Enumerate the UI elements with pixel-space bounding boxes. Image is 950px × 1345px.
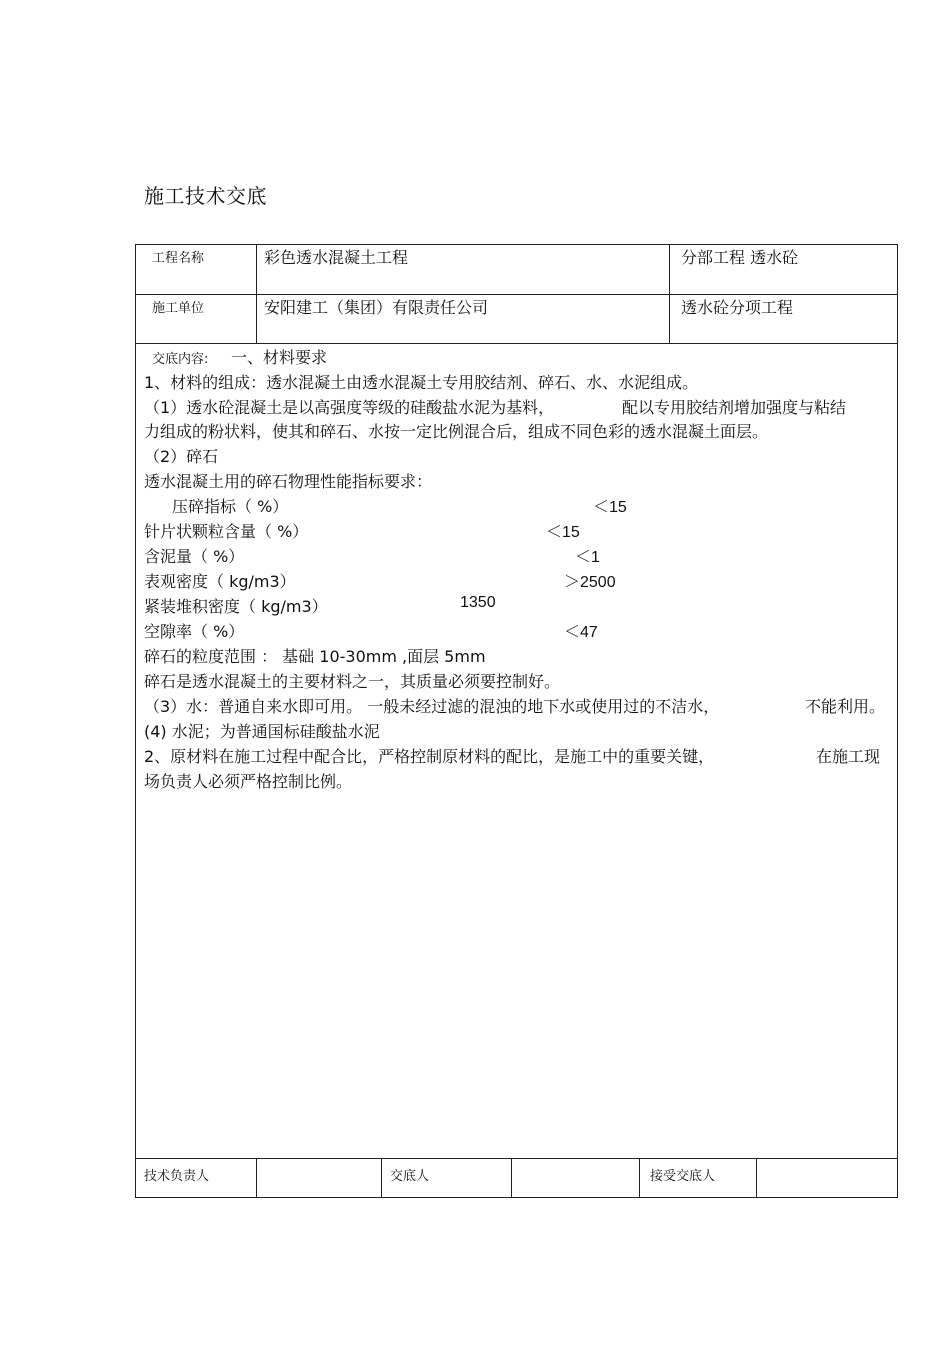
paragraph-mix-ratio-c: 场负责人必须严格控制比例。: [144, 772, 353, 791]
column-divider: [381, 1158, 382, 1198]
paragraph-cement-type: (4) 水泥；为普通国标硅酸盐水泥: [144, 722, 380, 741]
spec-name: 含泥量（ %）: [144, 547, 245, 566]
spec-value: ＜15: [546, 524, 580, 541]
document-title: 施工技术交底: [144, 184, 267, 208]
column-divider: [756, 1158, 757, 1198]
spec-name: 表观密度（ kg/m3）: [144, 572, 296, 591]
paragraph-cement-c: 力组成的粉状料，使其和碎石、水按一定比例混合后，组成不同色彩的透水混凝土面层。: [144, 422, 769, 441]
sub-project-value: 分部工程 透水砼: [681, 248, 799, 267]
paragraph-mix-ratio-b: 在施工现: [816, 747, 881, 766]
paragraph-gravel-heading: （2）碎石: [144, 447, 219, 466]
project-name-label: 工程名称: [152, 251, 205, 266]
paragraph-cement-b: 配以专用胶结剂增加强度与粘结: [622, 398, 847, 417]
spec-value: 1350: [460, 594, 496, 611]
row-divider: [136, 343, 897, 344]
spec-name: 压碎指标（ %）: [172, 497, 289, 516]
handover-table: [135, 244, 898, 1198]
column-divider: [669, 245, 670, 343]
spec-value: ＜15: [593, 499, 627, 516]
spec-name: 紧装堆积密度（ kg/m3）: [144, 597, 328, 616]
paragraph-cement-a: （1）透水砼混凝土是以高强度等级的硅酸盐水泥为基料，: [144, 398, 555, 417]
paragraph-mix-ratio-a: 2、原材料在施工过程中配合比，严格控制原材料的配比，是施工中的重要关键，: [144, 747, 715, 766]
spec-value: ＜1: [575, 549, 600, 566]
paragraph-composition: 1、材料的组成：透水混凝土由透水混凝土专用胶结剂、碎石、水、水泥组成。: [144, 373, 699, 392]
tech-lead-label: 技术负责人: [144, 1169, 210, 1184]
spec-value: ＞2500: [564, 574, 616, 591]
row-divider: [136, 1158, 897, 1159]
column-divider: [256, 245, 257, 343]
column-divider: [256, 1158, 257, 1198]
paragraph-water-b: 不能利用。: [805, 697, 886, 716]
section-heading: 一、材料要求: [231, 348, 328, 367]
paragraph-water-a: （3）水：普通自来水即可用。 一般未经过滤的混浊的地下水或使用过的不洁水，: [144, 697, 720, 716]
spec-name: 针片状颗粒含量（ %）: [144, 522, 309, 541]
spec-name: 空隙率（ %）: [144, 622, 245, 641]
paragraph-gravel-quality: 碎石是透水混凝土的主要材料之一，其质量必须要控制好。: [144, 672, 561, 691]
construction-unit-value: 安阳建工（集团）有限责任公司: [264, 298, 489, 317]
content-label: 交底内容:: [152, 352, 209, 367]
spec-value: ＜47: [564, 624, 598, 641]
column-divider: [511, 1158, 512, 1198]
receiver-label: 接受交底人: [650, 1169, 716, 1184]
sub-item-value: 透水砼分项工程: [681, 298, 794, 317]
construction-unit-label: 施工单位: [152, 301, 205, 316]
column-divider: [639, 1158, 640, 1198]
paragraph-gravel-size: 碎石的粒度范围 ： 基础 10-30mm ,面层 5mm: [144, 647, 486, 666]
paragraph-gravel-requirements: 透水混凝土用的碎石物理性能指标要求：: [144, 472, 433, 491]
project-name-value: 彩色透水混凝土工程: [264, 248, 409, 267]
handover-label: 交底人: [390, 1169, 430, 1184]
